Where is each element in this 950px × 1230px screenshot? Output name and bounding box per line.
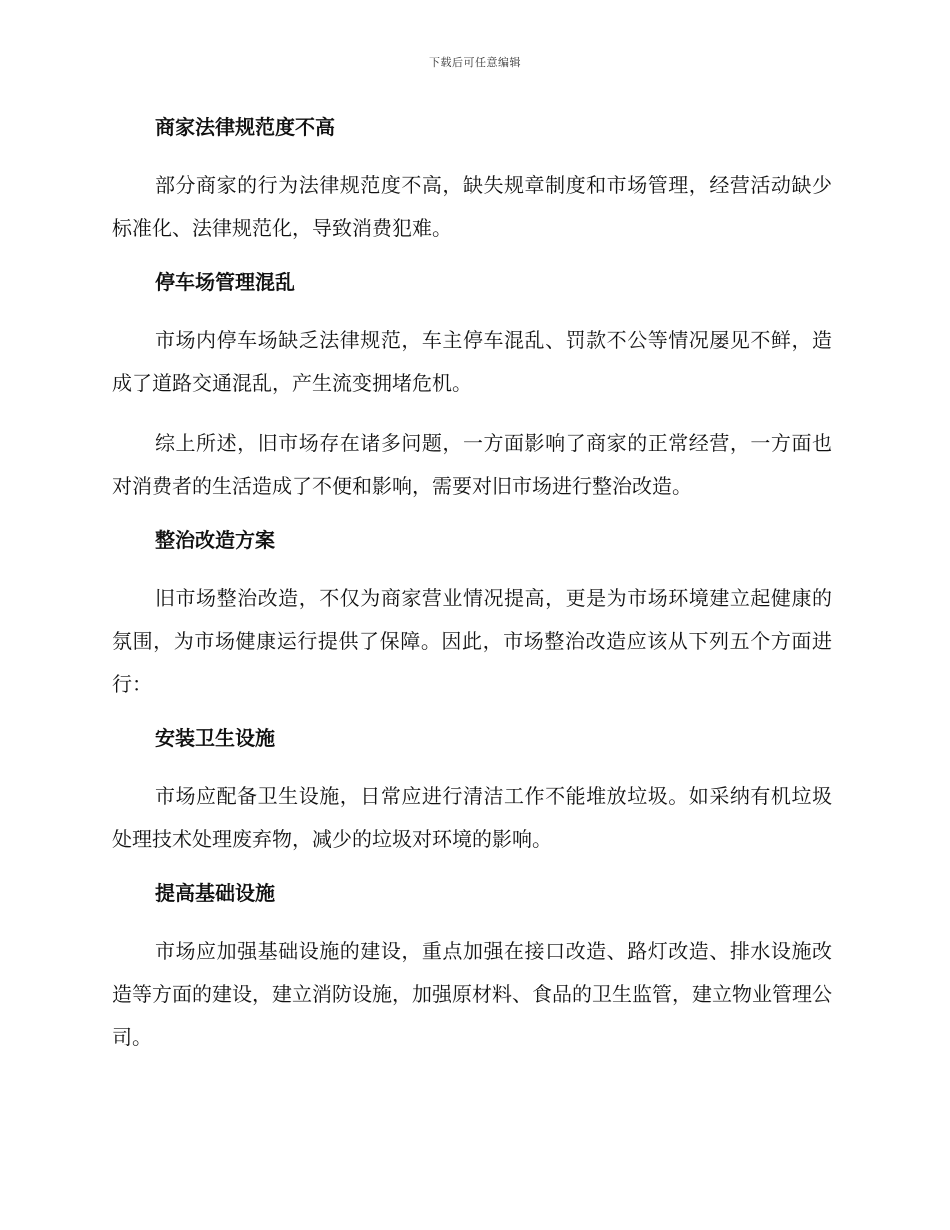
section-paragraph: 部分商家的行为法律规范度不高，缺失规章制度和市场管理，经营活动缺少标准化、法律规范化，导致消费犯难。: [112, 173, 832, 240]
section-heading: 整治改造方案: [155, 528, 275, 552]
section-paragraph: 市场应配备卫生设施，日常应进行清洁工作不能堆放垃圾。如采纳有机垃圾处理技术处理废弃物，减少的垃圾对环境的影响。: [112, 784, 832, 851]
section-paragraph: 旧市场整治改造，不仅为商家营业情况提高，更是为市场环境建立起健康的氛围，为市场健康运行提供了保障。因此，市场整治改造应该从下列五个方面进行：: [112, 586, 832, 696]
document-body: [112, 112, 832, 1059]
section-heading: 停车场管理混乱: [155, 270, 295, 294]
section-heading: 商家法律规范度不高: [155, 115, 335, 139]
page-header: 下载后可任意编辑: [429, 56, 521, 69]
section-heading: 提高基础设施: [155, 881, 275, 905]
section-heading: 安装卫生设施: [155, 726, 275, 750]
summary-paragraph: 综上所述，旧市场存在诸多问题，一方面影响了商家的正常经营，一方面也对消费者的生活造成了不便和影响，需要对旧市场进行整治改造。: [112, 431, 832, 498]
section-paragraph: 市场内停车场缺乏法律规范，车主停车混乱、罚款不公等情况屡见不鲜，造成了道路交通混乱，产生流变拥堵危机。: [112, 328, 832, 395]
section-paragraph: 市场应加强基础设施的建设，重点加强在接口改造、路灯改造、排水设施改造等方面的建设，建立消防设施，加强原材料、食品的卫生监管，建立物业管理公司。: [112, 939, 832, 1049]
